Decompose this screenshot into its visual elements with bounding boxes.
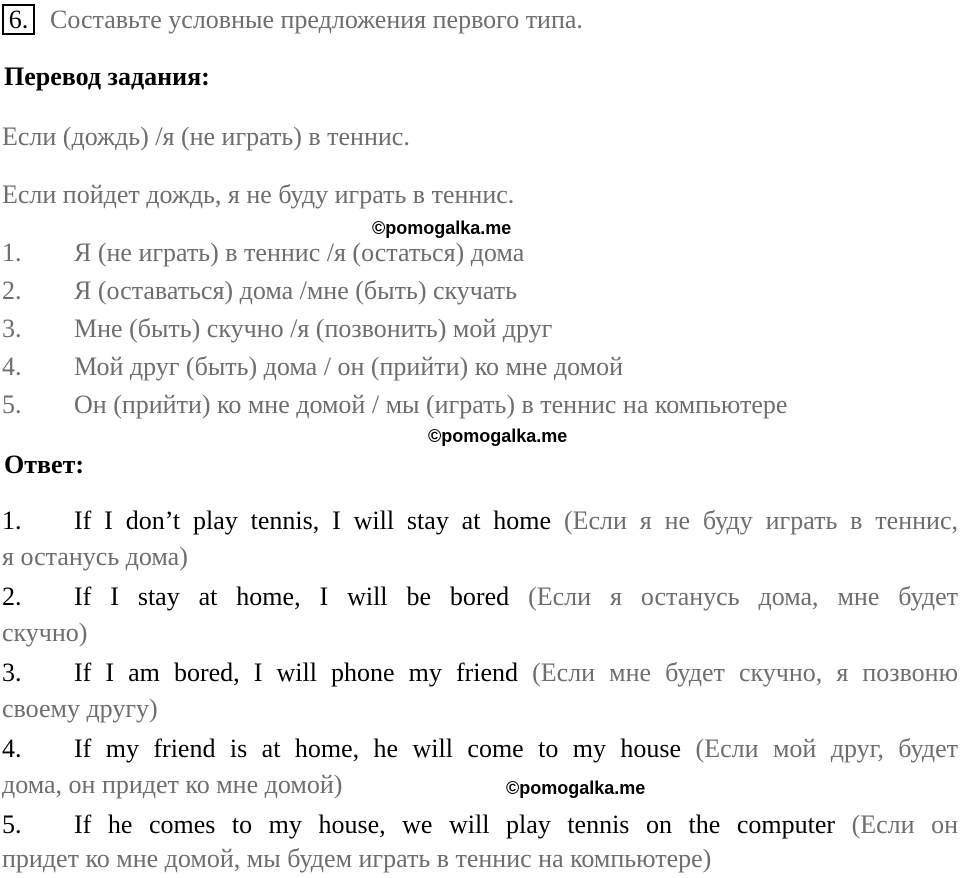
answer-item <box>2 656 958 690</box>
exercise-text: Я (оставаться) дома /мне (быть) скучать <box>74 276 517 305</box>
exercise-item <box>2 236 524 270</box>
answer-russian: (Если мой друг, будет <box>695 734 959 763</box>
answer-russian-continued: я останусь дома) <box>2 542 188 571</box>
watermark-1: ©pomogalka.me <box>372 218 512 238</box>
exercise-text: Я (не играть) в теннис /я (остаться) дома <box>74 238 525 267</box>
exercise-number: 3. <box>2 314 22 343</box>
answer-item <box>2 808 958 842</box>
answer-number: 4. <box>2 734 22 763</box>
exercise-text: Мне (быть) скучно /я (позвонить) мой друг <box>74 314 553 343</box>
answer-english: If he comes to my house, we will play tennis on the computer <box>74 810 836 839</box>
task-instruction: Составьте условные предложения первого типа. <box>50 5 583 34</box>
answer-item <box>2 580 958 614</box>
answer-russian: (Если я не буду играть в теннис, <box>563 506 958 535</box>
exercise-text: Он (прийти) ко мне домой / мы (играть) в теннис на компьютере <box>74 390 788 419</box>
exercise-item <box>2 388 787 422</box>
answer-number: 2. <box>2 582 22 611</box>
exercise-number: 2. <box>2 276 22 305</box>
exercise-item <box>2 350 623 384</box>
answer-item <box>2 504 958 538</box>
exercise-text: Мой друг (быть) дома / он (прийти) ко мне домой <box>74 352 624 381</box>
answer-english: If my friend is at home, he will come to my house <box>74 734 682 763</box>
answer-russian-continued: скучно) <box>2 618 88 647</box>
answer-english: If I stay at home, I will be bored <box>74 582 510 611</box>
answer-russian: (Если он <box>851 810 958 839</box>
exercise-item <box>2 274 517 308</box>
answer-english: If I don’t play tennis, I will stay at home <box>74 506 552 535</box>
answer-english: If I am bored, I will phone my friend <box>74 658 519 687</box>
answer-russian-continued: придет ко мне домой, мы будем играть в теннис на компьютере) <box>2 844 712 873</box>
answer-number: 1. <box>2 506 22 535</box>
exercise-item <box>2 312 552 346</box>
answer-number: 3. <box>2 658 22 687</box>
answer-russian-continued: своему другу) <box>2 694 158 723</box>
answer-russian: (Если я останусь дома, мне будет <box>528 582 959 611</box>
translation-heading: Перевод задания: <box>4 62 210 91</box>
answer-number: 5. <box>2 810 22 839</box>
task-number-box: 6. <box>2 4 35 35</box>
example-answer: Если пойдет дождь, я не буду играть в теннис. <box>2 180 515 209</box>
exercise-number: 4. <box>2 352 22 381</box>
example-prompt: Если (дождь) /я (не играть) в теннис. <box>2 122 410 151</box>
answer-russian-continued: дома, он придет ко мне домой) <box>2 770 343 799</box>
exercise-number: 1. <box>2 238 22 267</box>
watermark-2: ©pomogalka.me <box>428 426 568 446</box>
answer-heading: Ответ: <box>4 450 85 479</box>
answer-russian: (Если мне будет скучно, я позвоню <box>532 658 959 687</box>
watermark-3: ©pomogalka.me <box>506 778 646 798</box>
answer-item <box>2 732 958 766</box>
exercise-number: 5. <box>2 390 22 419</box>
